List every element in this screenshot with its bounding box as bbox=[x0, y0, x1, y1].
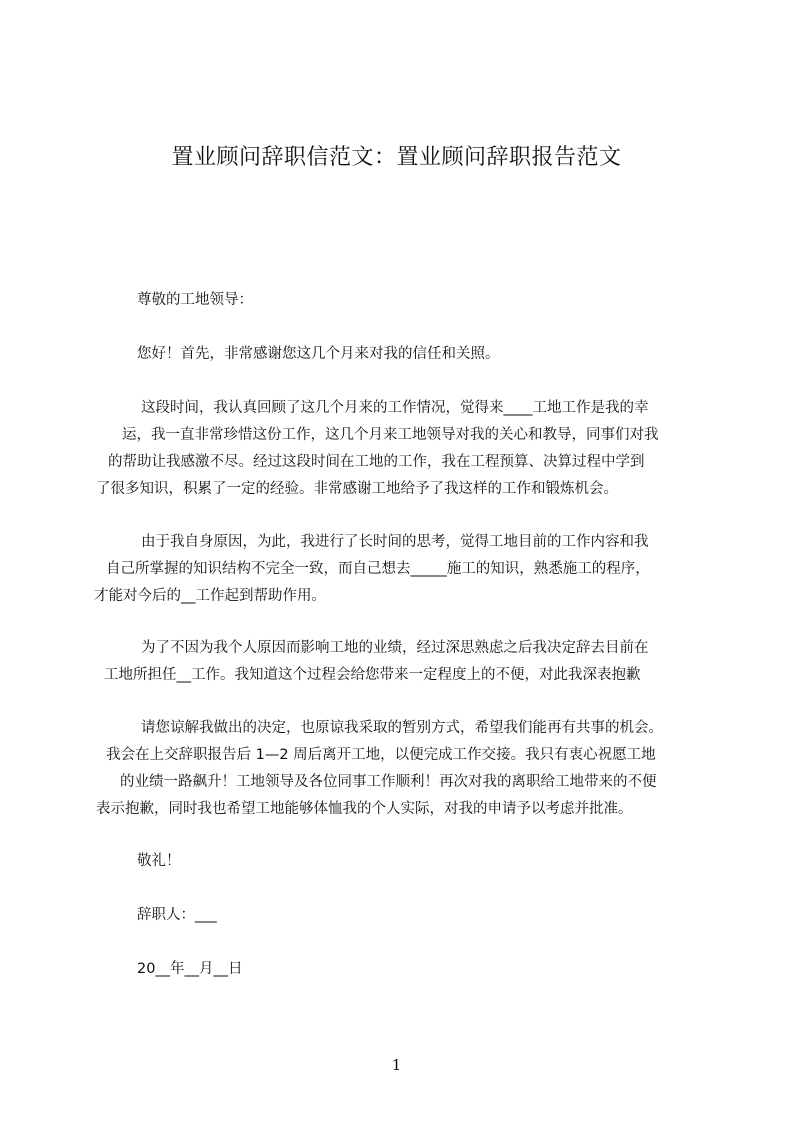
greeting: 您好！首先，非常感谢您这几个月来对我的信任和关照。 bbox=[137, 346, 500, 362]
paragraph-line: 的业绩一路飙升！工地领导及各位同事工作顺利！再次对我的离职给工地带来的不便 bbox=[120, 774, 657, 790]
paragraph-line: 我会在上交辞职报告后 1—2 周后离开工地，以便完成工作交接。我只有衷心祝愿工地 bbox=[106, 747, 656, 763]
paragraph-line: 为了不因为我个人原因而影响工地的业绩，经过深思熟虑之后我决定辞去目前在 bbox=[141, 640, 649, 656]
paragraph-line: 由于我自身原因，为此，我进行了长时间的思考，觉得工地目前的工作内容和我 bbox=[141, 534, 649, 550]
paragraph-line: 了很多知识，积累了一定的经验。非常感谢工地给予了我这样的工作和锻炼机会。 bbox=[96, 481, 618, 497]
paragraph-line: 运，我一直非常珍惜这份工作，这几个月来工地领导对我的关心和教导，同事们对我 bbox=[122, 427, 659, 443]
paragraph-line: 才能对今后的__工作起到帮助作用。 bbox=[94, 588, 326, 604]
salutation: 尊敬的工地领导： bbox=[137, 292, 253, 308]
paragraph-line: 表示抱歉，同时我也希望工地能够体恤我的个人实际，对我的申请予以考虑并批准。 bbox=[96, 801, 633, 817]
document-title: 置业顾问辞职信范文：置业顾问辞职报告范文 bbox=[171, 145, 622, 170]
date: 20__年__月__日 bbox=[137, 961, 243, 977]
signature: 辞职人：___ bbox=[137, 907, 217, 923]
paragraph-line: 工地所担任__工作。我知道这个过程会给您带来一定程度上的不便，对此我深表抱歉 bbox=[104, 667, 641, 683]
closing: 敬礼！ bbox=[137, 853, 181, 869]
paragraph-line: 这段时间，我认真回顾了这几个月来的工作情况，觉得来____工地工作是我的幸 bbox=[141, 400, 649, 416]
paragraph-line: 自己所掌握的知识结构不完全一致，而自己想去_____施工的知识，熟悉施工的程序， bbox=[106, 561, 650, 577]
page-number: 1 bbox=[391, 1056, 402, 1074]
paragraph-line: 的帮助让我感激不尽。经过这段时间在工地的工作，我在工程预算、决算过程中学到 bbox=[108, 454, 645, 470]
paragraph-line: 请您谅解我做出的决定，也原谅我采取的暂别方式，希望我们能再有共事的机会。 bbox=[141, 720, 663, 736]
